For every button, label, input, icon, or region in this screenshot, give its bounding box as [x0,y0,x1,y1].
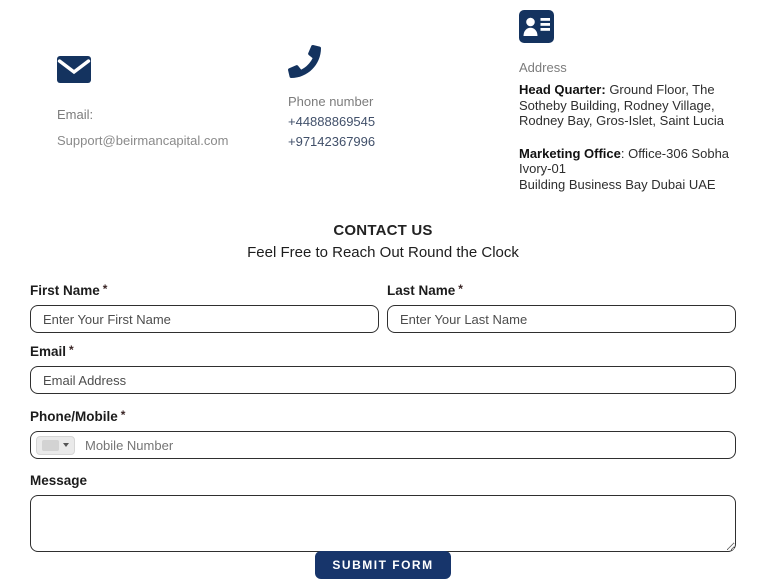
first-name-label: First Name * [30,282,108,298]
address-label: Address [519,60,567,75]
phone-label: Phone number [288,94,374,109]
marketing-office-text: : Office-306 Sobha Ivory-01 [519,145,730,176]
marketing-office-label: Marketing Office [519,145,621,161]
contact-phone-block [288,45,458,149]
message-label: Message [30,473,88,488]
address-card-icon [519,10,756,48]
last-name-input[interactable] [387,305,736,333]
head-quarter-paragraph [519,82,756,129]
required-asterisk: * [102,282,108,296]
email-value: Support@beirmancapital.com [57,133,229,148]
phone-number-2: +97142367996 [288,134,376,149]
contact-email-block [57,56,267,148]
phone-input-wrapper [30,431,736,459]
country-flag-dropdown[interactable] [36,436,75,455]
envelope-icon [57,56,267,88]
mobile-number-input[interactable] [75,433,735,457]
contact-heading [0,222,766,261]
phone-icon [288,45,458,83]
message-textarea[interactable] [30,495,736,552]
required-asterisk: * [458,282,463,296]
phone-number-1: +44888869545 [288,114,376,129]
page-title: CONTACT US [333,222,433,239]
marketing-office-line2: Building Business Bay Dubai UAE [519,176,716,192]
page-subtitle: Feel Free to Reach Out Round the Clock [247,244,519,261]
head-quarter-text: Ground Floor, The Sotheby Building, Rodney Village, Rodney Bay, Gros-Islet, Saint Lucia [519,82,724,128]
submit-row [0,551,766,579]
email-field-label: Email * [30,343,74,359]
first-name-input[interactable] [30,305,379,333]
contact-address-block [519,10,756,192]
country-flag-icon [42,440,59,451]
last-name-label: Last Name * [387,282,463,298]
required-asterisk: * [69,343,74,357]
submit-form-button[interactable]: SUBMIT FORM [315,551,450,579]
head-quarter-label: Head Quarter: [519,82,606,97]
chevron-down-icon [63,443,69,447]
email-label: Email: [57,107,94,122]
email-input[interactable] [30,366,736,394]
contact-form [30,282,736,562]
phone-field-label: Phone/Mobile * [30,408,126,424]
required-asterisk: * [120,408,126,422]
marketing-office-paragraph [519,146,756,193]
